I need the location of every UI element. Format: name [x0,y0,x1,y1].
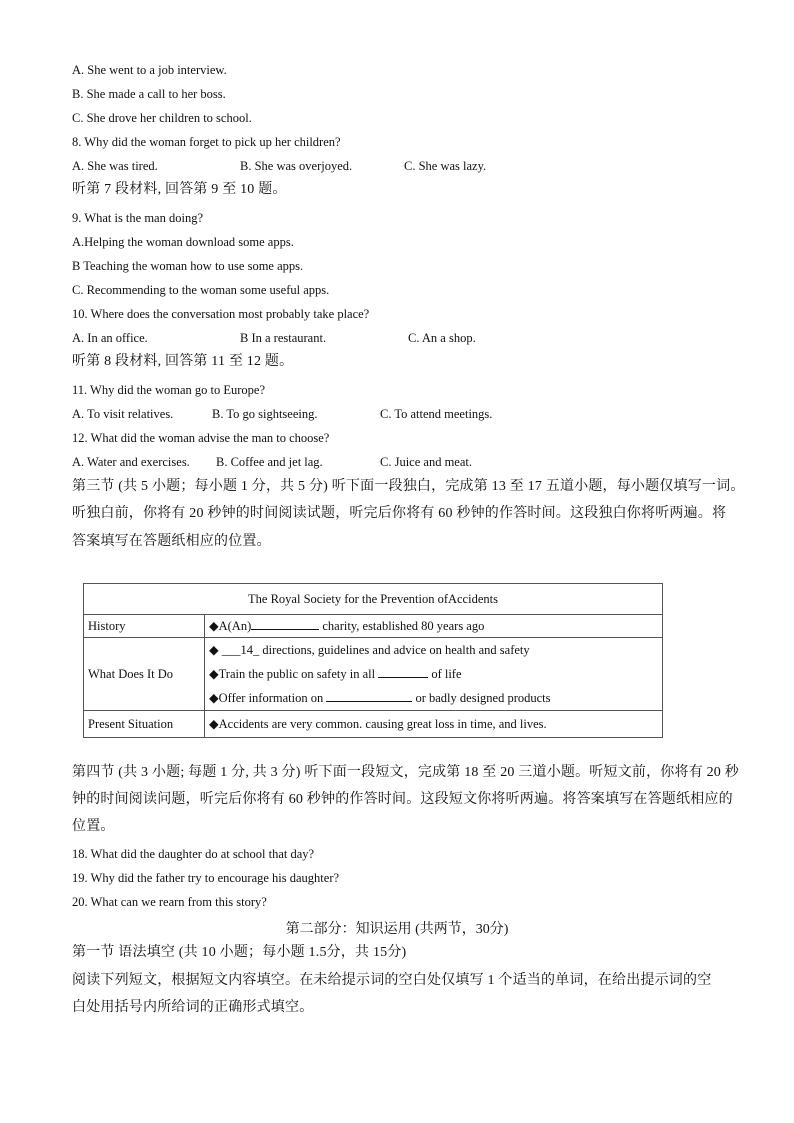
part4-intro-line1: 第四节 (共 3 小题; 每题 1 分, 共 3 分) 听下面一段短文，完成第 18 至 20 三道小题。听短文前，你将有 20 秒 [72,765,739,780]
q8-option-b: B. She was overjoyed. [240,159,353,173]
what-line-3 [209,686,658,710]
what-line-1 [209,638,658,662]
rospa-table [83,583,663,738]
q9-option-a: A.Helping the woman download some apps. [72,235,294,249]
q12-option-a: A. Water and exercises. [72,455,190,469]
q10-question: 10. Where does the conversation most probably take place? [72,307,370,321]
q9-option-c: C. Recommending to the woman some useful apps. [72,283,330,297]
history-text-after: charity, established 80 years ago [319,619,485,633]
what-line-2-before: ◆Train the public on safety in all [209,667,379,681]
what-line-2 [209,662,658,686]
q9-question: 9. What is the man doing? [72,211,203,225]
part3-intro-line1: 第三节 (共 5 小题；每小题 1 分，共 5 分) 听下面一段独白，完成第 13 至 17 五道小题，每小题仅填写一词。 [72,479,745,494]
blank-16[interactable] [326,690,412,702]
present-cell: ◆Accidents are very common. causing great loss in time, and lives. [205,711,663,738]
q11-option-b: B. To go sightseeing. [212,407,318,421]
what-line-1-text: directions, guidelines and advice on health and safety [259,643,530,657]
q8-option-a: A. She was tired. [72,159,158,173]
q9-option-b: B Teaching the woman how to use some apps. [72,259,304,273]
blank-15[interactable] [378,666,428,678]
what-label: What Does It Do [84,638,205,711]
part3-intro-line2: 听独白前，你将有 20 秒钟的时间阅读试题，听完后你将有 60 秒钟的作答时间。这段独白你将听两遍。将 [72,506,727,521]
q10-option-c: C. An a shop. [408,331,476,345]
blank-13[interactable] [251,618,319,630]
q19: 19. Why did the father try to encourage his daughter? [72,871,340,885]
grammar-title: 第一节 语法填空 (共 10 小题；每小题 1.5分，共 15分) [72,945,407,960]
q7-option-a: A. She went to a job interview. [72,63,227,77]
history-cell [205,615,663,638]
q20: 20. What can we rearn from this story? [72,895,267,909]
grammar-instructions-line2: 白处用括号内所给词的正确形式填空。 [72,1000,314,1015]
q11-option-a: A. To visit relatives. [72,407,174,421]
section7-intro: 听第 7 段材料, 回答第 9 至 10 题。 [72,182,287,197]
q12-option-b: B. Coffee and jet lag. [216,455,323,469]
q8-option-c: C. She was lazy. [404,159,487,173]
section8-intro: 听第 8 段材料, 回答第 11 至 12 题。 [72,354,294,369]
q8-question: 8. Why did the woman forget to pick up her children? [72,135,341,149]
part4-intro-line2: 钟的时间阅读问题，听完后你将有 60 秒钟的作答时间。这段短文你将听两遍。将答案填写在答题纸相应的 [72,792,733,807]
q7-option-c: C. She drove her children to school. [72,111,252,125]
present-label: Present Situation [84,711,205,738]
what-line-2-after: of life [428,667,462,681]
q18: 18. What did the daughter do at school that day? [72,847,315,861]
what-line-3-before: ◆Offer information on [209,691,327,705]
q12-question: 12. What did the woman advise the man to choose? [72,431,330,445]
part4-intro-line3: 位置。 [72,819,115,834]
part2-title: 第二部分：知识运用 (共两节，30分) [285,922,509,937]
grammar-instructions-line1: 阅读下列短文，根据短文内容填空。在未给提示词的空白处仅填写 1 个适当的单词，在给出提示词的空 [72,973,712,988]
diamond-icon: ◆ [209,643,222,657]
blank-14[interactable]: ___14_ [221,643,260,657]
part3-intro-line3: 答案填写在答题纸相应的位置。 [72,534,271,549]
q10-option-a: A. In an office. [72,331,148,345]
q12-option-c: C. Juice and meat. [380,455,472,469]
table-title: The Royal Society for the Prevention ofAccidents [84,584,663,615]
what-line-3-after: or badly designed products [412,691,551,705]
q10-option-b: B In a restaurant. [240,331,327,345]
history-text-before: ◆A(An) [209,619,252,633]
q11-option-c: C. To attend meetings. [380,407,493,421]
q11-question: 11. Why did the woman go to Europe? [72,383,266,397]
what-cell [205,638,663,711]
history-label: History [84,615,205,638]
q7-option-b: B. She made a call to her boss. [72,87,226,101]
